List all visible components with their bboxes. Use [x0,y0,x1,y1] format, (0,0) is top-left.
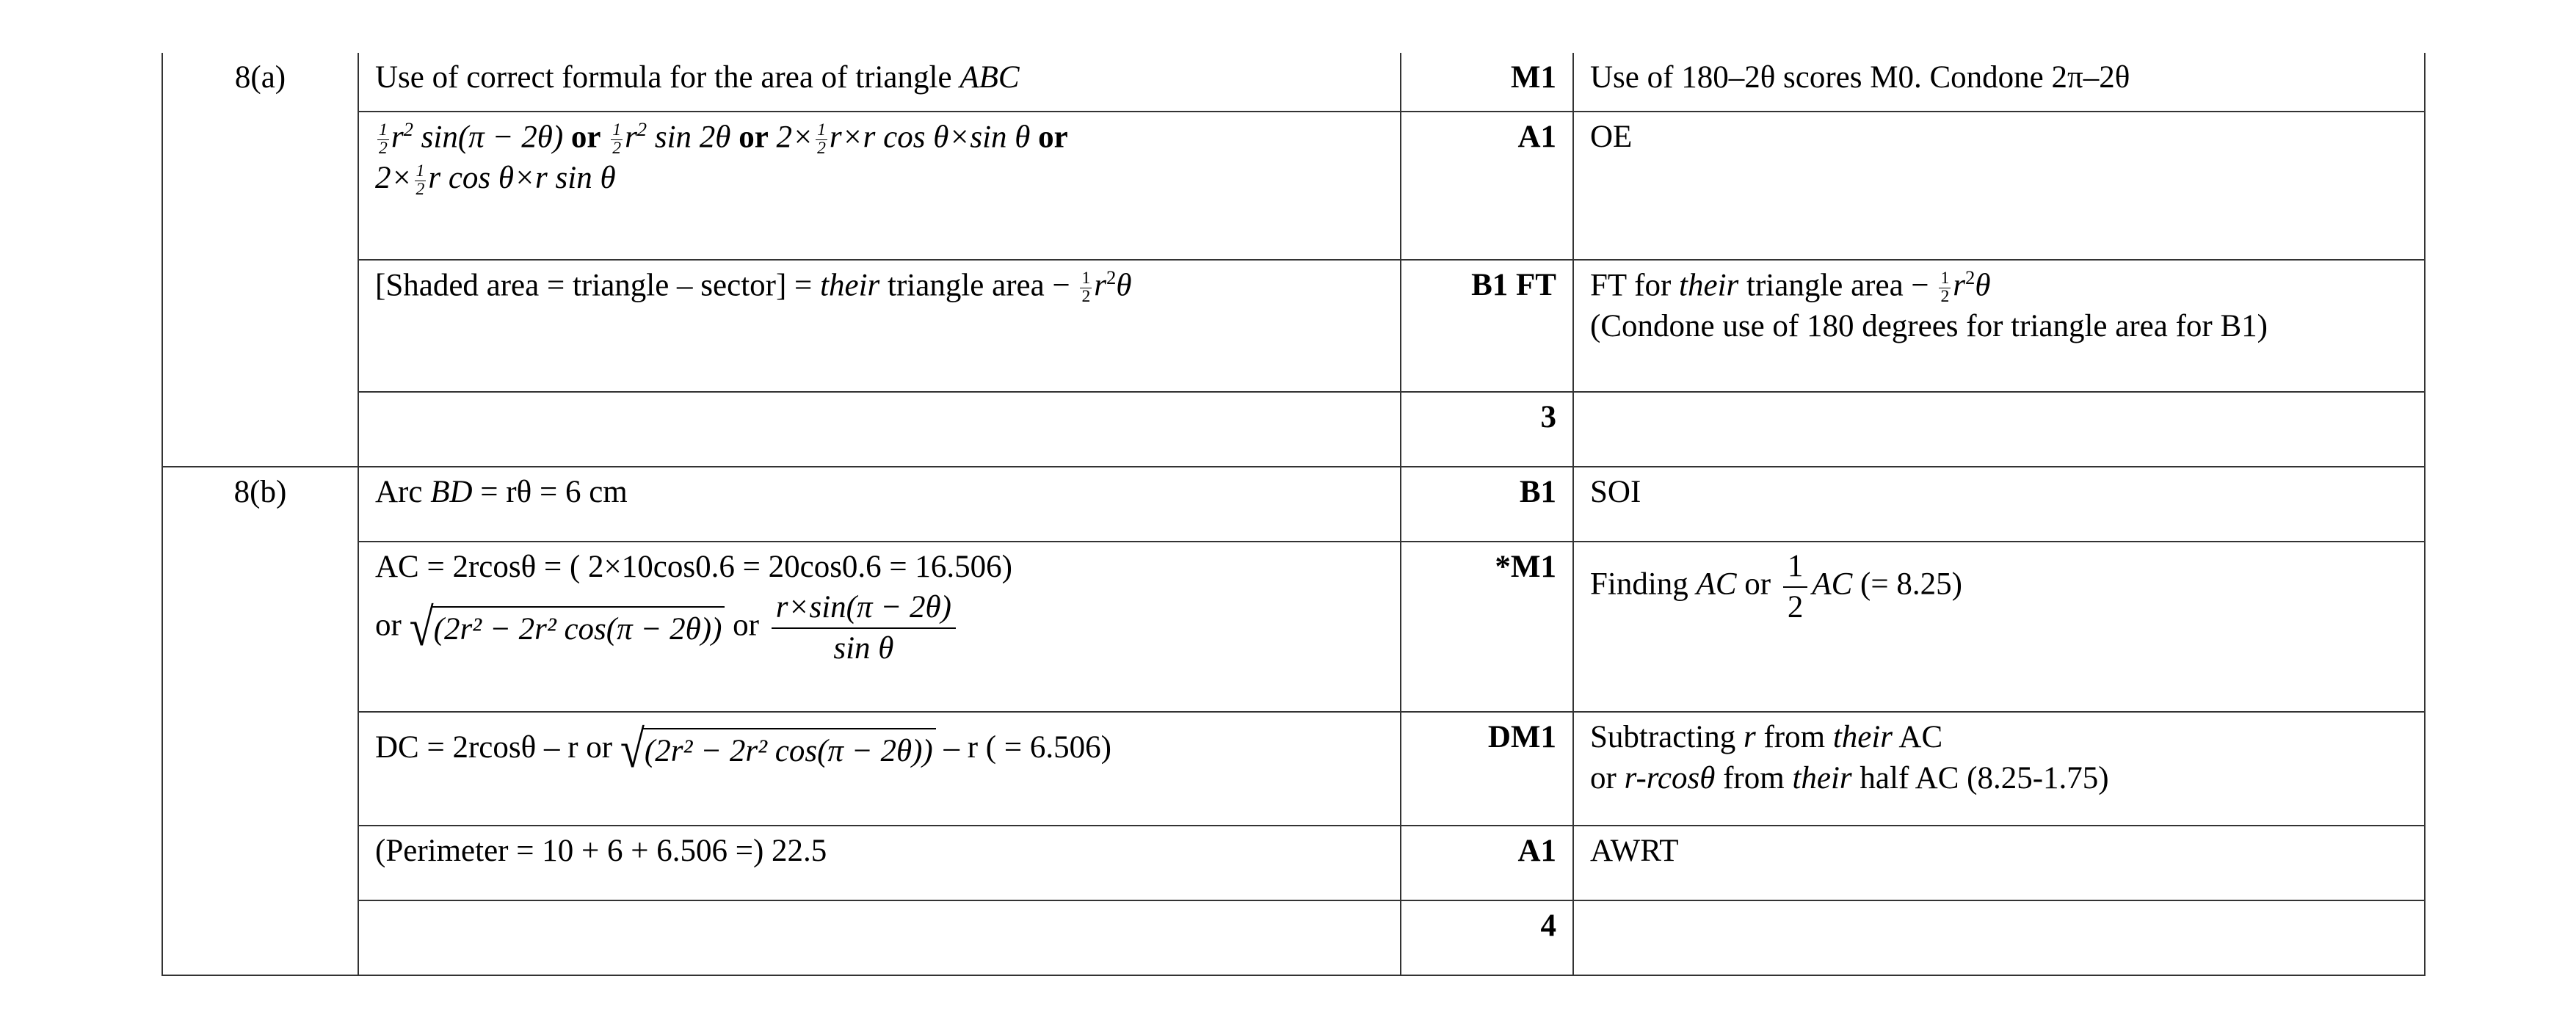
answer-cell: DC = 2rcosθ – r or √(2r² − 2r² cos(π − 2θ)) – r ( = 6.506) [358,712,1401,826]
radicand: (2r² − 2r² cos(π − 2θ)) [643,728,936,772]
answer-text: (Perimeter = 10 + 6 + 6.506 =) 22.5 [375,834,827,868]
fraction: $\frac{r\times\sin(\pi - 2\theta)}{\text{sin θ}}$ [772,588,956,669]
guidance-cell: Subtracting r from their AC or r-rcosθ from their half AC (8.25-1.75) [1573,712,2425,826]
mark-label: A1 [1517,120,1556,154]
table-row [162,900,2425,975]
half-fraction: $\frac{1}{2}$ [1783,547,1808,627]
guidance-cell [1573,826,2425,900]
total-mark-cell [1401,392,1573,467]
answer-cell [358,53,1401,112]
guidance-cell [1573,467,2425,542]
guidance-text: Use of 180–2θ scores M0. Condone 2π–2θ [1590,60,2130,95]
half-fraction: $\frac{1}{2}$ [416,161,425,199]
mark-cell [1401,712,1573,826]
guidance-cell: FT for their triangle area − $\frac{1}{2}$ $r^2\theta$ (Condone use of 180 degrees for triangle area for B1) [1573,260,2425,392]
mark-scheme-table [162,53,2426,976]
table-row [162,53,2425,112]
question-number: 8(b) [233,475,287,509]
guidance-text: AWRT [1590,834,1679,868]
guidance-cell [1573,392,2425,467]
question-number-cell [162,53,358,467]
answer-cell: [Shaded area = triangle – sector] = their triangle area − $\frac{1}{2}$ $r^2\theta$ [358,260,1401,392]
answer-cell [358,826,1401,900]
question-number: 8(a) [234,60,286,95]
answer-cell [358,392,1401,467]
guidance-cell: Finding AC or $\frac{1}{2}$ AC (= 8.25) [1573,542,2425,712]
or-keyword: or [739,120,769,155]
half-fraction: $\frac{1}{2}$ [1940,269,1950,306]
answer-italic: ABC [959,60,1020,95]
formula-line-2: 2× $\frac{1}{2}$ r cos θ×r sin θ [375,161,616,199]
mark-cell [1401,260,1573,392]
guidance-cell [1573,900,2425,975]
half-fraction: $\frac{1}{2}$ [1081,269,1091,306]
table-row [162,467,2425,542]
half-fraction: $\frac{1}{2}$ [612,120,622,158]
mark-cell [1401,467,1573,542]
table-row [162,826,2425,900]
or-keyword: or [1038,120,1068,155]
mark-cell [1401,542,1573,712]
answer-cell [358,112,1401,260]
mark-label: A1 [1517,834,1556,868]
sqrt-sign: √ [620,720,645,779]
guidance-note: (Condone use of 180 degrees for triangle area for B1) [1590,309,2268,344]
or-keyword: or [570,120,601,155]
answer-cell: Arc BD = rθ = 6 cm [358,467,1401,542]
mark-cell [1401,53,1573,112]
answer-line-2: or √(2r² − 2r² cos(π − 2θ)) or $\frac{r\times\sin(\pi - 2\theta)}{\text{sin θ}}$ [375,588,1384,669]
guidance-cell [1573,112,2425,260]
guidance-text: SOI [1590,475,1641,509]
answer-text: Use of correct formula for the area of triangle [375,60,960,95]
answer-cell [358,900,1401,975]
mark-label: *M1 [1495,550,1556,584]
total-mark: 4 [1540,909,1556,943]
mark-label: B1 [1519,475,1556,509]
question-number-cell [162,467,358,975]
half-fraction: $\frac{1}{2}$ [379,120,388,158]
table-row [162,712,2425,826]
half-fraction: $\frac{1}{2}$ [817,120,826,158]
table-row [162,542,2425,712]
formula-line-1: $\frac{1}{2}$ $r^2$ sin(π − 2θ) or $\frac{1}{2}$ $r^2$ sin 2θ or 2× $\frac{1}{2}$ r×r cos θ×sin θ or [379,118,1068,158]
mark-cell [1401,112,1573,260]
answer-line-1: AC = 2rcosθ = ( 2×10cos0.6 = 20cos0.6 = 16.506) [375,550,1012,584]
guidance-cell [1573,53,2425,112]
radicand: (2r² − 2r² cos(π − 2θ)) [432,606,725,650]
total-mark: 3 [1540,400,1556,434]
table-row [162,112,2425,260]
answer-cell [358,542,1401,712]
mark-label: M1 [1510,60,1556,95]
total-mark-cell [1401,900,1573,975]
guidance-text: OE [1590,120,1633,154]
mark-cell [1401,826,1573,900]
mark-label: B1 FT [1471,268,1556,302]
sqrt-sign: √ [409,597,434,658]
table-row [162,392,2425,467]
mark-label: DM1 [1487,720,1556,754]
table-row [162,260,2425,392]
